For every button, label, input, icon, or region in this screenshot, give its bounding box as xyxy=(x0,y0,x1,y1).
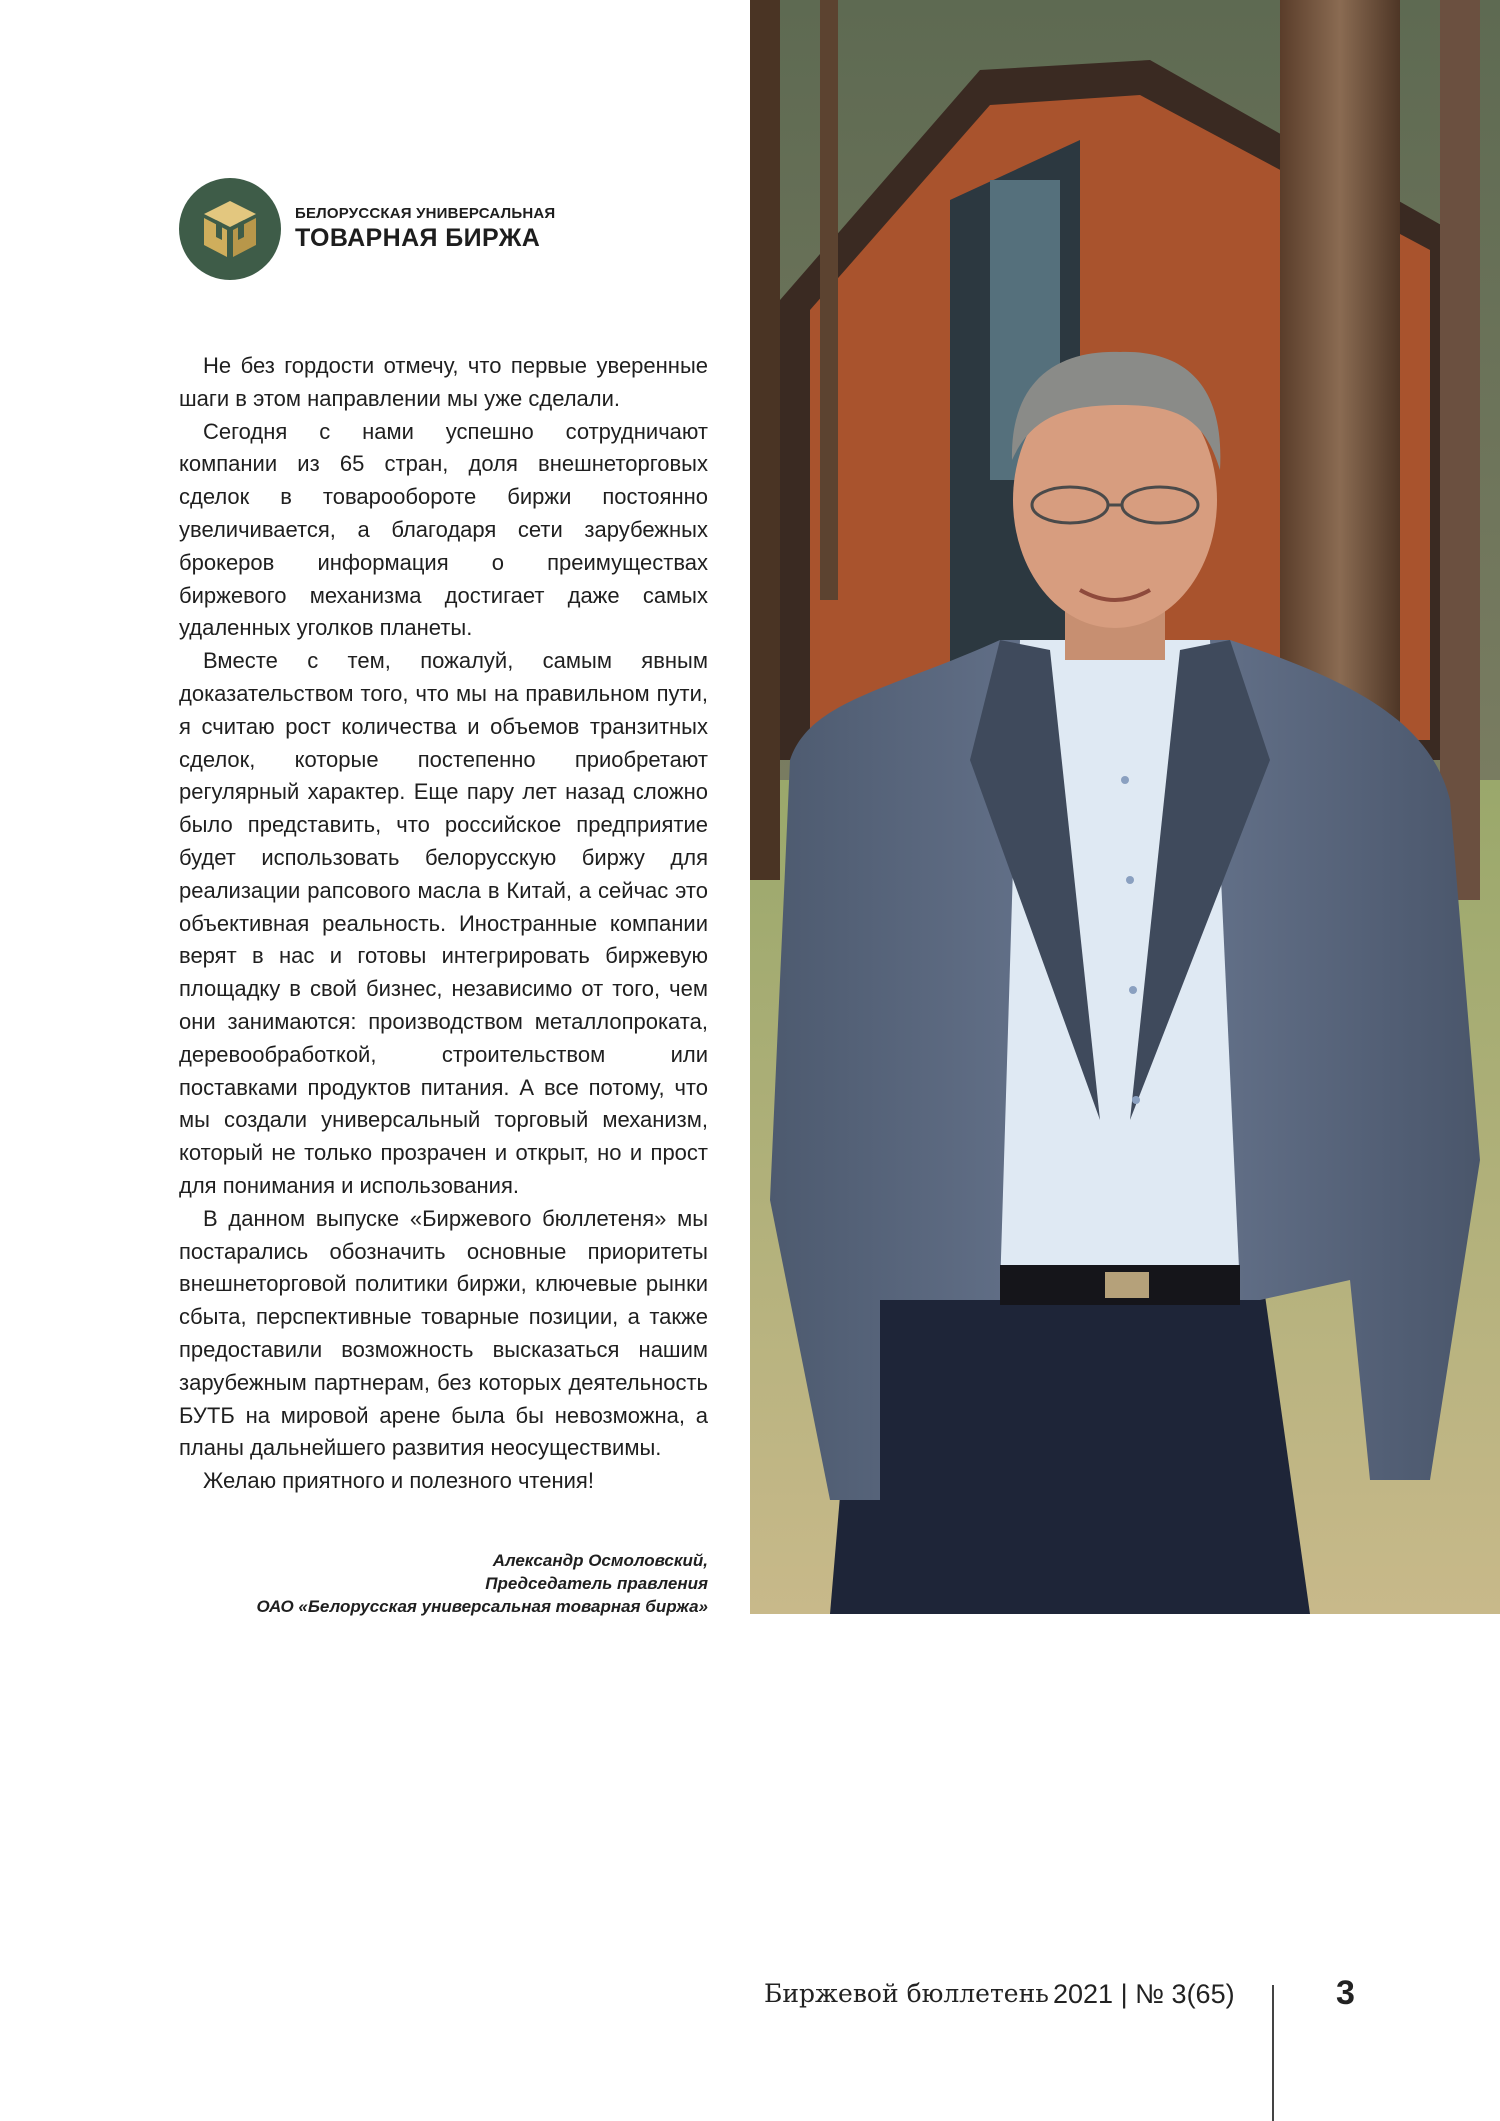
paragraph-4: В данном выпуске «Биржевого бюллетеня» мы постарались обозначить основные приоритеты внешнеторговой политики биржи, ключевые рынки сбыта, перспективные товарные позиции, а также предоставили возможность высказаться нашим зарубежным партнерам, без которых деятельность БУТБ на мировой арене была бы невозможна, а планы дальнейшего развития неосуществимы. xyxy=(179,1205,708,1461)
footer-publication-title: Биржевой бюллетень xyxy=(764,1979,1049,2008)
signature-position: Председатель правления xyxy=(485,1574,708,1593)
paragraph-2: Сегодня с нами успешно сотрудничают компании из 65 стран, доля внешнеторговых сделок в товарообороте биржи постоянно увеличивается, а благодаря сети зарубежных брокеров информация о преимуществах биржевого механизма достигает даже самых удаленных уголков планеты. xyxy=(179,418,708,641)
paragraph-5: Желаю приятного и полезного чтения! xyxy=(203,1468,594,1494)
logo-line1: БЕЛОРУССКАЯ УНИВЕРСАЛЬНАЯ xyxy=(295,205,556,222)
footer-divider xyxy=(1272,1985,1274,2121)
company-logo xyxy=(179,178,555,280)
cube-logo-icon xyxy=(179,178,281,280)
page-number: 3 xyxy=(1336,1974,1355,2012)
footer-issue: 2021 | № 3(65) xyxy=(1053,1979,1235,2009)
paragraph-1: Не без гордости отмечу, что первые уверенные шаги в этом направлении мы уже сделали. xyxy=(179,353,708,411)
logo-text xyxy=(295,205,555,253)
logo-line2: ТОВАРНАЯ БИРЖА xyxy=(295,224,541,252)
signature-name: Александр Осмоловский, xyxy=(492,1551,708,1570)
portrait-photo xyxy=(750,0,1500,1614)
signature-organization: ОАО «Белорусская универсальная товарная биржа» xyxy=(256,1597,708,1616)
paragraph-3: Вместе с тем, пожалуй, самым явным доказательством того, что мы на правильном пути, я считаю рост количества и объемов транзитных сделок, которые постепенно приобретают регулярный характер. Еще пару лет назад сложно было представить, что российское предприятие будет использовать белорусскую биржу для реализации рапсового масла в Китай, а сейчас это объективная реальность. Иностранные компании верят в нас и готовы интегрировать биржевую площадку в свой бизнес, независимо от того, чем они занимаются: производством металлопроката, деревообработкой, строительством или поставками продуктов питания. А все потому, что мы создали универсальный торговый механизм, который не только прозрачен и открыт, но и прост для понимания и использования. xyxy=(179,648,708,1198)
signature xyxy=(179,1549,708,1618)
article-body xyxy=(179,350,708,1498)
